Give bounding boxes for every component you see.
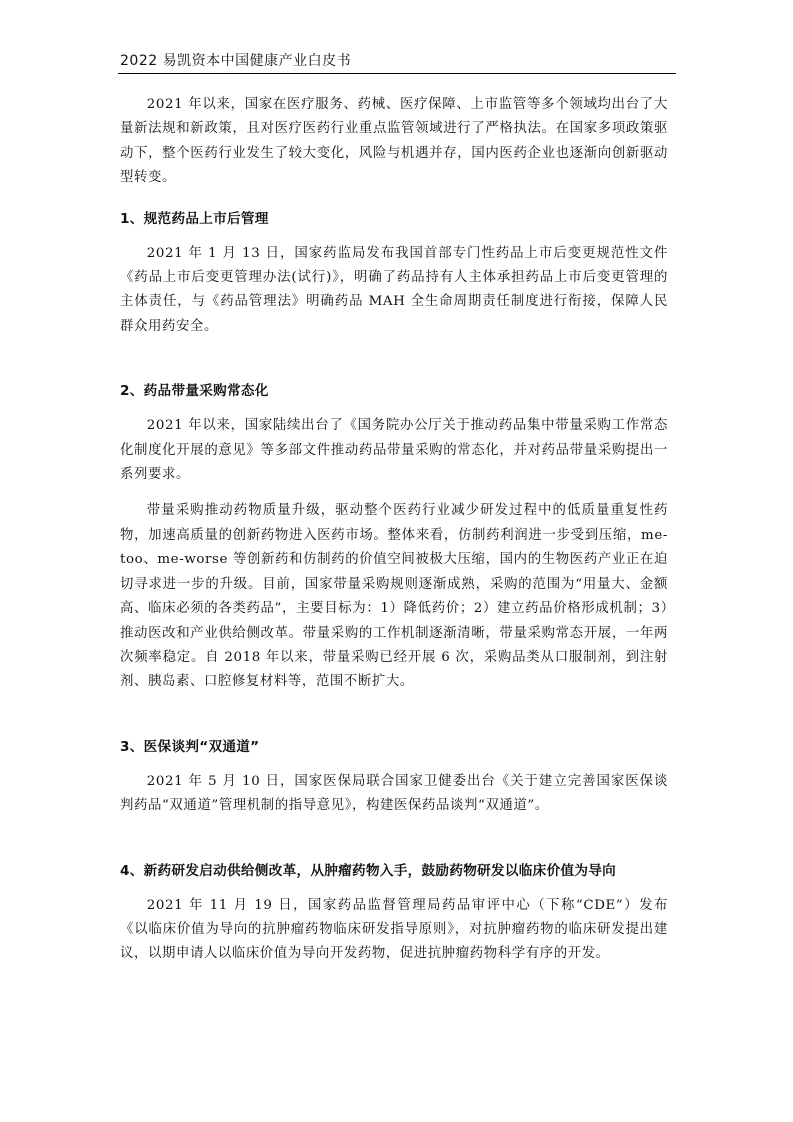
page-header: 2022 易凯资本中国健康产业白皮书 [120,53,352,69]
section-2-heading: 2、药品带量采购常态化 [120,383,269,400]
section-1-paragraph-1: 2021 年 1 月 13 日，国家药监局发布我国首部专门性药品上市后变更规范性文件《药品上市后变更管理办法(试行)》，明确了药品持有人主体承担药品上市后变更管理的主体责任，与《药品管理法》明确药品 MAH 全生命周期责任制度进行衔接，保障人民群众用药安全。 [120,245,668,334]
section-1-heading: 1、规范药品上市后管理 [120,210,269,227]
section-2-paragraph-1: 2021 年以来，国家陆续出台了《国务院办公厅关于推动药品集中带量采购工作常态化制度化开展的意见》等多部文件推动药品带量采购的常态化，并对药品带量采购提出一系列要求。 [120,418,668,483]
intro-paragraph: 2021 年以来，国家在医疗服务、药械、医疗保障、上市监管等多个领域均出台了大量新法规和新政策，且对医疗医药行业重点监管领域进行了严格执法。在国家多项政策驱动下，整个医药行业发生了较大变化，风险与机遇并存，国内医药企业也逐渐向创新驱动型转变。 [120,97,668,186]
section-4-heading: 4、新药研发启动供给侧改革，从肿瘤药物入手，鼓励药物研发以临床价值为导向 [120,862,617,879]
section-4-paragraph-1: 2021 年 11 月 19 日，国家药品监督管理局药品审评中心（下称“CDE”）发布《以临床价值为导向的抗肿瘤药物临床研发指导原则》，对抗肿瘤药物的临床研发提出建议，以期申请人以临床价值为导向开发药物，促进抗肿瘤药物科学有序的开发。 [120,897,668,962]
header-divider [118,73,676,74]
section-3-heading: 3、医保谈判“双通道” [120,738,260,755]
section-3-paragraph-1: 2021 年 5 月 10 日，国家医保局联合国家卫健委出台《关于建立完善国家医保谈判药品“双通道”管理机制的指导意见》，构建医保药品谈判“双通道”。 [120,773,668,814]
section-2-paragraph-2: 带量采购推动药物质量升级，驱动整个医药行业减少研发过程中的低质量重复性药物，加速高质量的创新药物进入医药市场。整体来看，仿制药利润进一步受到压缩，me-too、me-worse 等创新药和仿制药的价值空间被极大压缩，国内的生物医药产业正在迫切寻求进一步的升级。目前，国家带量采购规则逐渐成熟，采购的范围为“用量大、金额高、临床必须的各类药品”，主要目标为：1）降低药价；2）建立药品价格形成机制；3）推动医改和产业供给侧改革。带量采购的工作机制逐渐清晰，带量采购常态开展，一年两次频率稳定。自 2018 年以来，带量采购已经开展 6 次，采购品类从口服制剂，到注射剂、胰岛素、口腔修复材料等，范围不断扩大。 [120,503,668,690]
document-body [120,93,668,967]
